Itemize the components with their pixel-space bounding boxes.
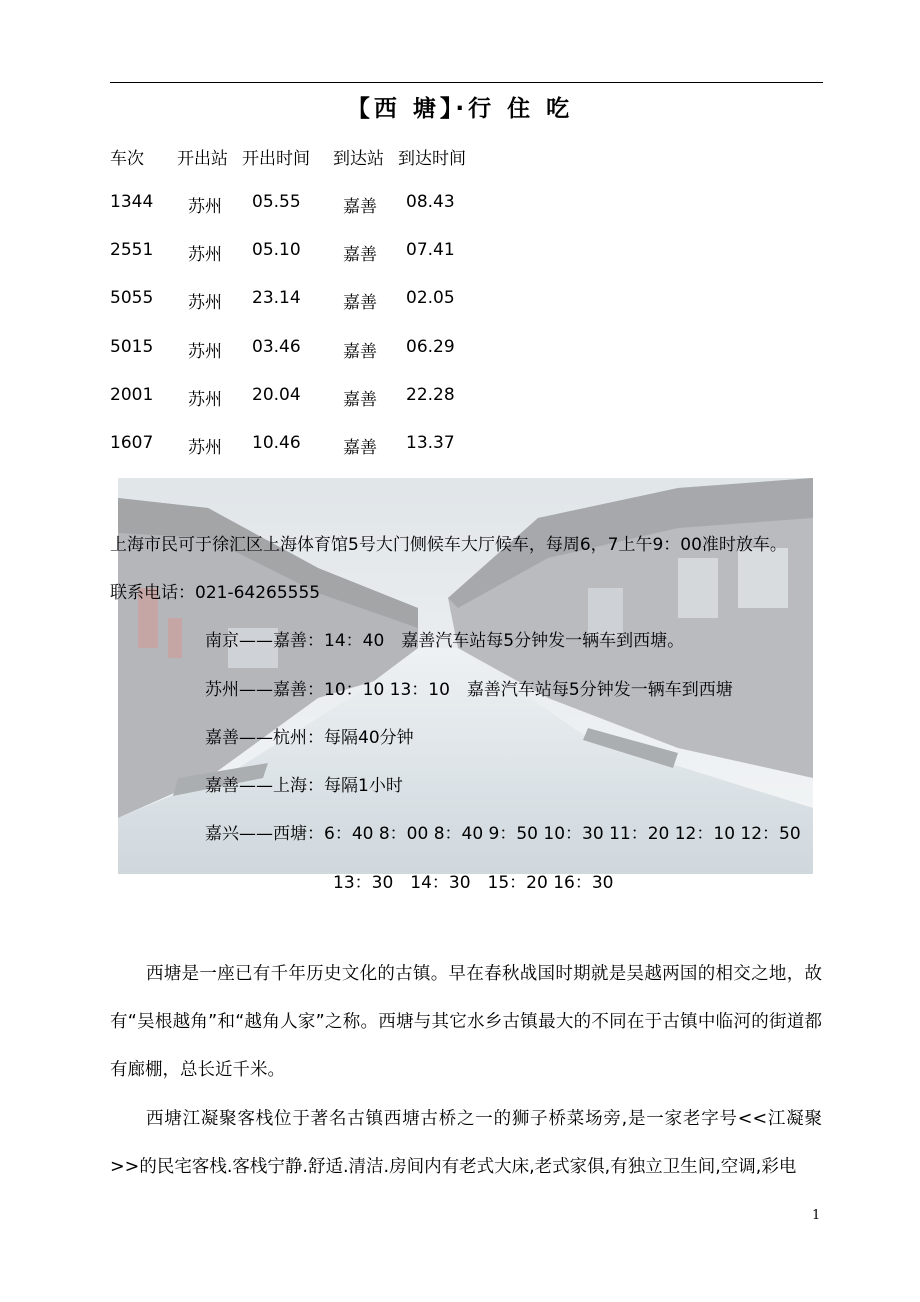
depart-time: 10.46: [252, 433, 301, 453]
train-number: 5015: [110, 337, 154, 357]
arrive-station: 嘉善: [343, 342, 377, 362]
train-number: 2551: [110, 240, 154, 260]
depart-time: 20.04: [252, 385, 301, 405]
arrive-time: 02.05: [406, 288, 455, 308]
arrive-station: 嘉善: [343, 245, 377, 265]
depart-station: 苏州: [188, 245, 222, 265]
header-rule: [110, 82, 823, 83]
depart-time: 03.46: [252, 337, 301, 357]
body-paragraph: 西塘是一座已有千年历史文化的古镇。早在春秋战国时期就是吴越两国的相交之地，故有“吴根越角”和“越角人家”之称。西塘与其它水乡古镇最大的不同在于古镇中临河的街道都有廊棚，总长近千米。: [110, 964, 822, 1080]
route-line-continuation: 13：30 14：30 15：20 16：30: [333, 873, 614, 893]
route-line: 苏州——嘉善：10：10 13：10 嘉善汽车站每5分钟发一辆车到西塘: [205, 680, 733, 700]
body-paragraph: 西塘江凝聚客栈位于著名古镇西塘古桥之一的狮子桥菜场旁,是一家老字号<<江凝聚>>的民宅客栈.客栈宁静.舒适.清洁.房间内有老式大床,老式家俱,有独立卫生间,空调,彩电: [110, 1109, 822, 1177]
arrive-time: 07.41: [406, 240, 455, 260]
depart-time: 23.14: [252, 288, 301, 308]
route-line: 嘉善——杭州：每隔40分钟: [205, 728, 414, 748]
route-line: 嘉兴——西塘：6：40 8：00 8：40 9：50 10：30 11：20 12：10 12：50: [205, 824, 801, 844]
train-number: 1607: [110, 433, 154, 453]
depart-time: 05.10: [252, 240, 301, 260]
route-line: 南京——嘉善：14：40 嘉善汽车站每5分钟发一辆车到西塘。: [205, 631, 685, 651]
col-header-train: 车次: [110, 149, 144, 169]
page-number: 1: [812, 1208, 821, 1223]
depart-station: 苏州: [188, 438, 222, 458]
arrive-time: 06.29: [406, 337, 455, 357]
page-title: 【西 塘】·行 住 吃: [346, 96, 574, 122]
depart-time: 05.55: [252, 192, 301, 212]
arrive-time: 22.28: [406, 385, 455, 405]
col-header-arrive-station: 到达站: [333, 149, 384, 169]
train-number: 2001: [110, 385, 154, 405]
train-number: 1344: [110, 192, 154, 212]
contact-phone: 联系电话：021-64265555: [110, 583, 321, 603]
arrive-station: 嘉善: [343, 293, 377, 313]
depart-station: 苏州: [188, 197, 222, 217]
shanghai-bus-info: 上海市民可于徐汇区上海体育馆5号大门侧候车大厅候车，每周6，7上午9：00准时放车。: [110, 535, 787, 555]
depart-station: 苏州: [188, 390, 222, 410]
arrive-station: 嘉善: [343, 390, 377, 410]
arrive-station: 嘉善: [343, 438, 377, 458]
col-header-depart-time: 开出时间: [242, 149, 310, 169]
route-line: 嘉善——上海：每隔1小时: [205, 776, 403, 796]
arrive-time: 13.37: [406, 433, 455, 453]
col-header-depart-station: 开出站: [177, 149, 228, 169]
col-header-arrive-time: 到达时间: [398, 149, 466, 169]
arrive-station: 嘉善: [343, 197, 377, 217]
arrive-time: 08.43: [406, 192, 455, 212]
train-number: 5055: [110, 288, 154, 308]
depart-station: 苏州: [188, 342, 222, 362]
depart-station: 苏州: [188, 293, 222, 313]
